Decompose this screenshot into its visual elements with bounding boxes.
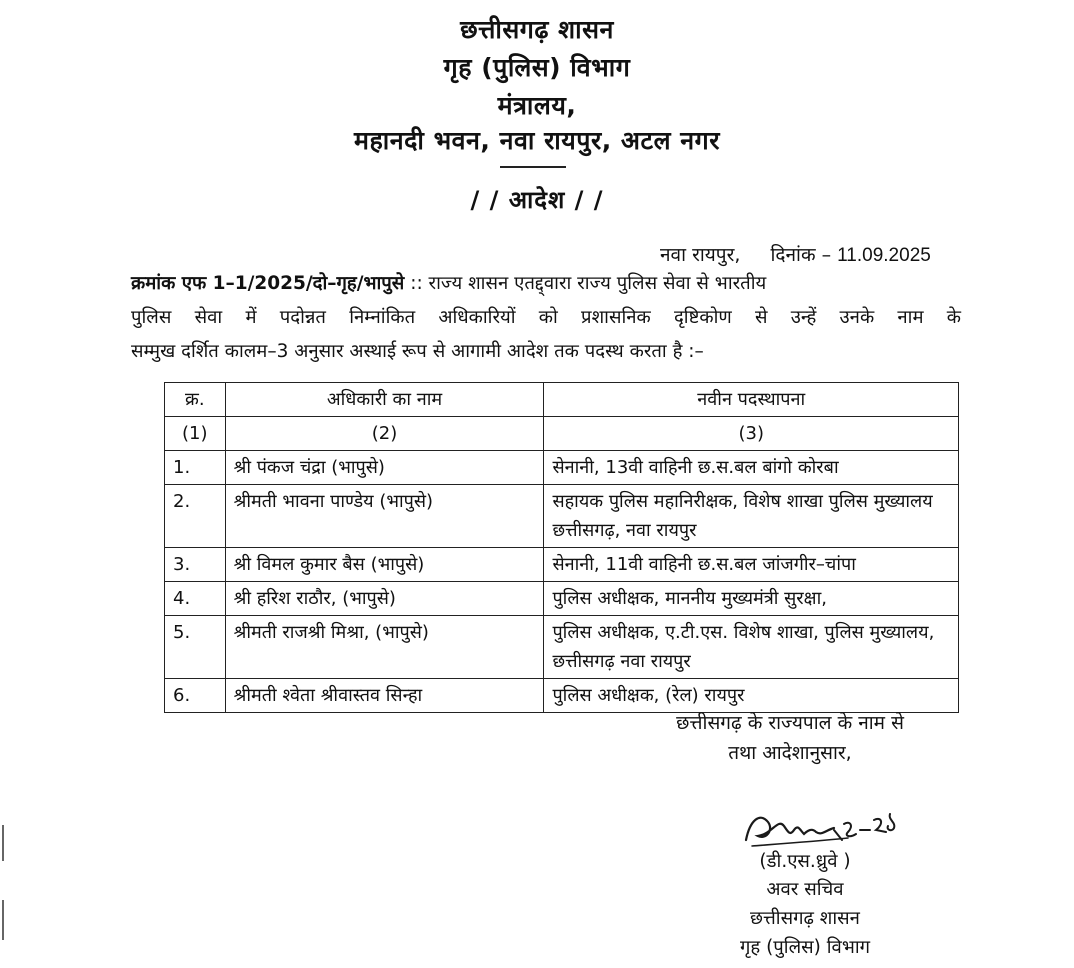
header-line-address: महानदी भवन, नवा रायपुर, अटल नगर [354,126,720,155]
dateline-date-label: दिनांक – [770,244,832,266]
header-divider [500,166,566,168]
header-officer-name: अधिकारी का नाम [225,383,544,417]
row-serial: 2. [165,485,226,548]
header-line-ministry: मंत्रालय, [497,91,577,120]
row-officer-name: श्री विमल कुमार बैस (भापुसे) [225,548,544,582]
row-serial: 5. [165,616,226,679]
row-serial: 1. [165,451,226,485]
table-row [165,616,959,679]
row-serial: 6. [165,679,226,713]
row-officer-name: श्री पंकज चंद्रा (भापुसे) [225,451,544,485]
closing-line-1: छत्तीसगढ़ के राज्यपाल के नाम से [676,712,904,734]
column-number-2: (2) [225,417,544,451]
header-new-posting: नवीन पदस्थापना [544,383,959,417]
body-line-1 [131,269,961,299]
row-posting: पुलिस अधीक्षक, ए.टी.एस. विशेष शाखा, पुलिस मुख्यालय, छत्तीसगढ़ नवा रायपुर [544,616,959,679]
row-serial: 3. [165,548,226,582]
row-officer-name: श्री हरिश राठौर, (भापुसे) [225,582,544,616]
column-number-1: (1) [165,417,226,451]
header-serial: क्र. [165,383,226,417]
row-officer-name: श्रीमती भावना पाण्डेय (भापुसे) [225,485,544,548]
row-officer-name: श्रीमती श्वेता श्रीवास्तव सिन्हा [225,679,544,713]
body-line-3: सम्मुख दर्शित कालम–3 अनुसार अस्थाई रूप से आगामी आदेश तक पदस्थ करता है :– [131,341,704,362]
row-serial: 4. [165,582,226,616]
closing-block [640,708,940,768]
table-header-row [165,383,959,417]
row-posting: सेनानी, 13वी वाहिनी छ.स.बल बांगो कोरबा [544,451,959,485]
posting-table [164,382,959,713]
row-posting: सेनानी, 11वी वाहिनी छ.स.बल जांजगीर–चांपा [544,548,959,582]
table-row [165,451,959,485]
order-reference-number: क्रमांक एफ 1–1/2025/दो–गृह/भापुसे [131,273,405,294]
table-row [165,485,959,548]
signatory-designation: अवर सचिव [766,879,844,900]
column-number-3: (3) [544,417,959,451]
body-line-1-text: :: राज्य शासन एतद्द्वारा राज्य पुलिस सेवा से भारतीय [404,273,767,294]
closing-line-2: तथा आदेशानुसार, [728,742,852,764]
scan-margin-mark [2,825,4,861]
dateline-place: नवा रायपुर, [660,244,741,266]
row-posting: सहायक पुलिस महानिरीक्षक, विशेष शाखा पुलिस मुख्यालय छत्तीसगढ़, नवा रायपुर [544,485,959,548]
body-line-2: पुलिस सेवा में पदोन्नत निम्नांकित अधिकारियों को प्रशासनिक दृष्टिकोण से उन्हें उनके नाम के [131,307,961,328]
signatory-office-department: गृह (पुलिस) विभाग [739,937,871,958]
signatory-office-state: छत्तीसगढ़ शासन [750,908,860,929]
row-posting: पुलिस अधीक्षक, (रेल) रायपुर [544,679,959,713]
dateline [660,241,931,267]
header-line-department: गृह (पुलिस) विभाग [443,53,631,82]
table-column-number-row [165,417,959,451]
dateline-date: 11.09.2025 [837,245,931,266]
table-row [165,582,959,616]
row-officer-name: श्रीमती राजश्री मिश्रा, (भापुसे) [225,616,544,679]
table-row [165,548,959,582]
order-title: / / आदेश / / [470,186,604,214]
header-line-state: छत्तीसगढ़ शासन [460,15,614,44]
scan-margin-mark [2,900,4,940]
signatory-name: (डी.एस.ध्रुवे ) [759,851,851,872]
row-posting: पुलिस अधीक्षक, माननीय मुख्यमंत्री सुरक्षा, [544,582,959,616]
